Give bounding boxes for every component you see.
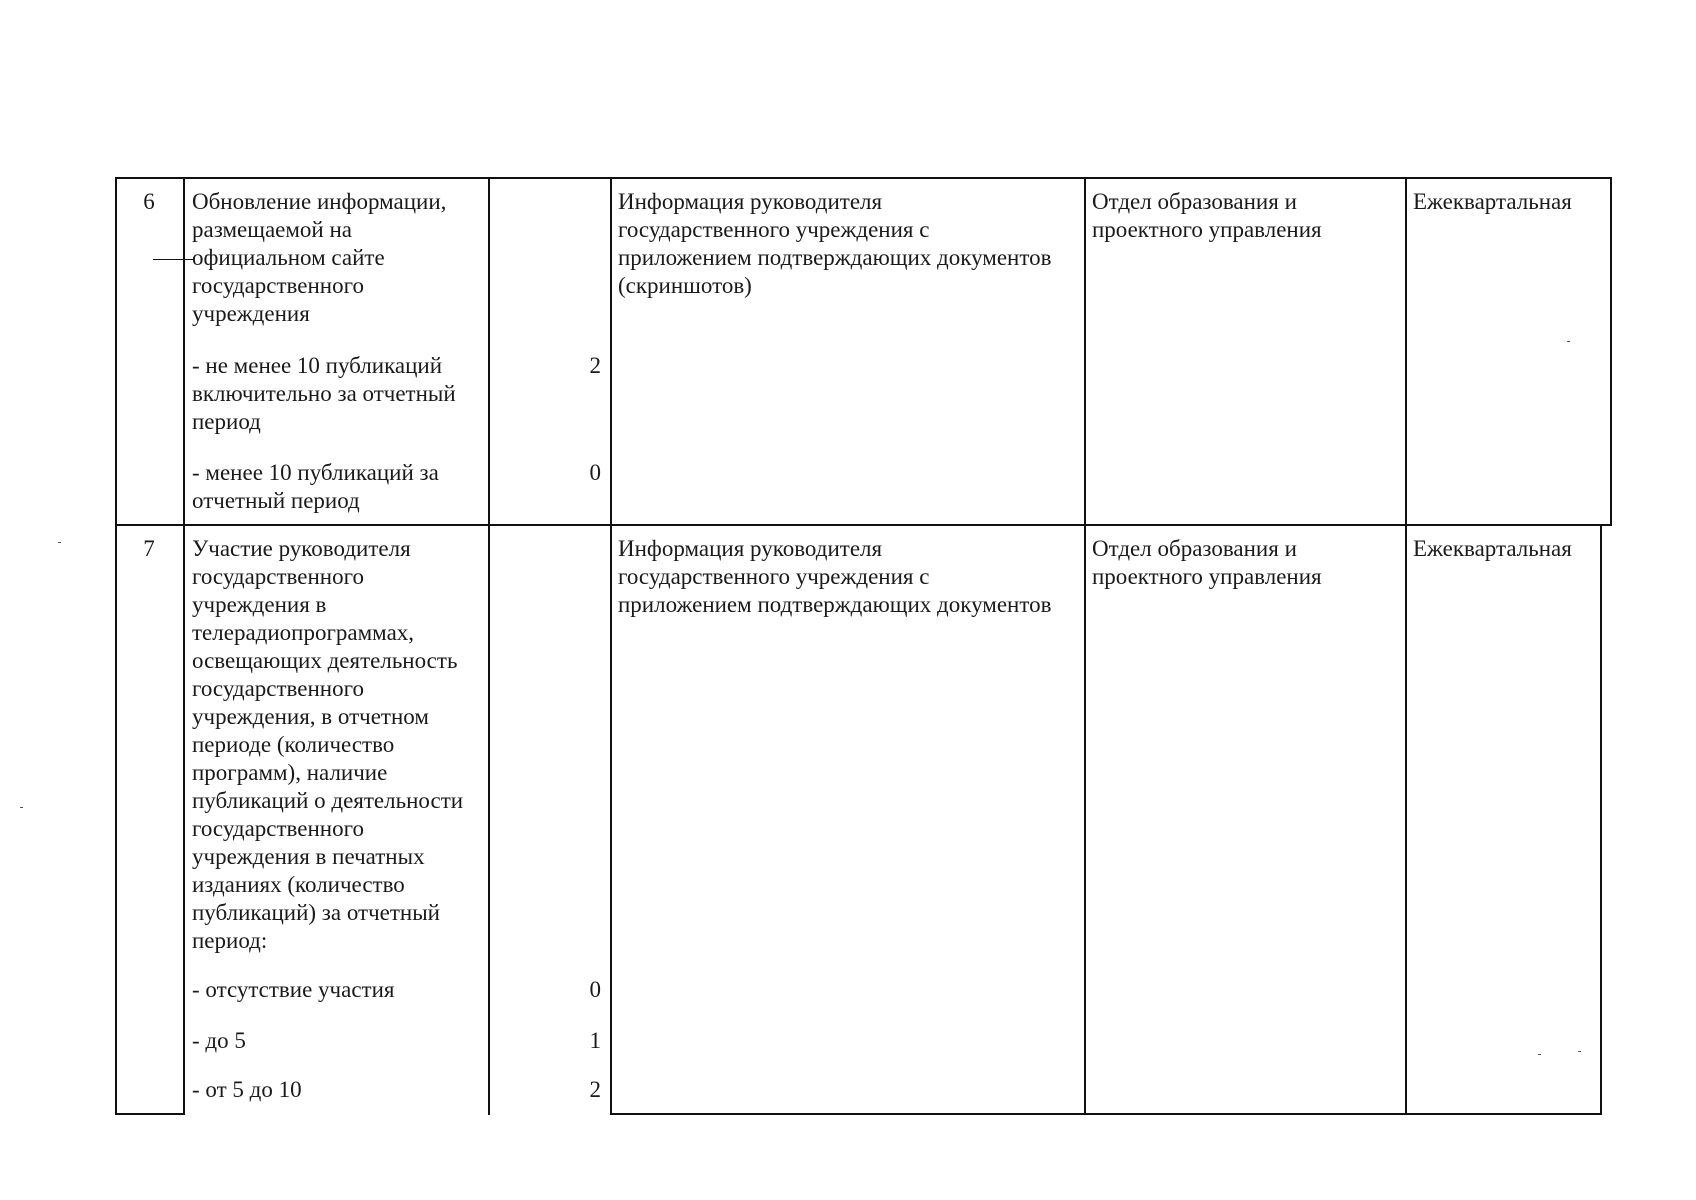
column-divider [115,524,117,1115]
column-divider [115,177,117,524]
column-divider [1405,177,1407,524]
criteria-table [115,177,1612,1115]
column-divider [610,524,612,1115]
table-row [115,177,1612,524]
column-divider [1084,524,1086,1115]
department-text: Отдел образования и проектного управления [1092,189,1322,242]
option-score: 2 [589,353,601,378]
source-text: Информация руководителя государственного учреждения с приложением подтверждающих документов (скриншотов) [618,189,1052,298]
criterion-text: Участие руководителя государственного учреждения в телерадиопрограммах, освещающих деятельность государственного учреждения, в отчетном периоде (количество программ), наличие публикаций о деятельности государственного учреждения в печатных изданиях (количество публикаций) за отчетный период: [192,536,464,953]
column-divider [183,524,185,1115]
row-number: 7 [143,536,155,561]
table-row [115,524,1612,1115]
column-divider [183,177,185,524]
option-score: 2 [589,1077,601,1102]
criterion-text: Обновление информации, размещаемой на официальном сайте государственного учреждения [192,189,447,326]
scan-speck [1578,1051,1581,1052]
scan-speck [1538,1054,1541,1055]
column-divider [488,524,490,1115]
option-score: 0 [589,977,601,1002]
option-text: - до 5 [192,1028,246,1053]
row-number: 6 [143,189,155,214]
option-text: - не менее 10 публикаций включительно за отчетный период [192,353,456,434]
option-text: - отсутствие участия [192,977,395,1002]
option-score: 1 [589,1028,601,1053]
pen-mark [153,259,193,260]
source-text: Информация руководителя государственного учреждения с приложением подтверждающих документов [618,536,1052,617]
column-divider [1405,524,1407,1115]
row-top-border [115,177,1612,179]
scan-speck [58,542,61,543]
scan-speck [20,807,23,808]
column-divider [610,177,612,524]
option-text: - от 5 до 10 [192,1077,302,1102]
row-bottom-border [610,1113,1602,1115]
department-text: Отдел образования и проектного управления [1092,536,1322,589]
column-divider [488,177,490,524]
row-bottom-border [115,1113,185,1115]
column-divider [1610,177,1612,524]
column-divider [1600,524,1602,1115]
option-score: 0 [589,460,601,485]
column-divider [1084,177,1086,524]
frequency-text: Ежеквартальная [1413,189,1572,214]
frequency-text: Ежеквартальная [1413,536,1572,561]
scan-speck [1567,341,1570,342]
option-text: - менее 10 публикаций за отчетный период [192,460,439,513]
row-top-border [115,524,1612,526]
